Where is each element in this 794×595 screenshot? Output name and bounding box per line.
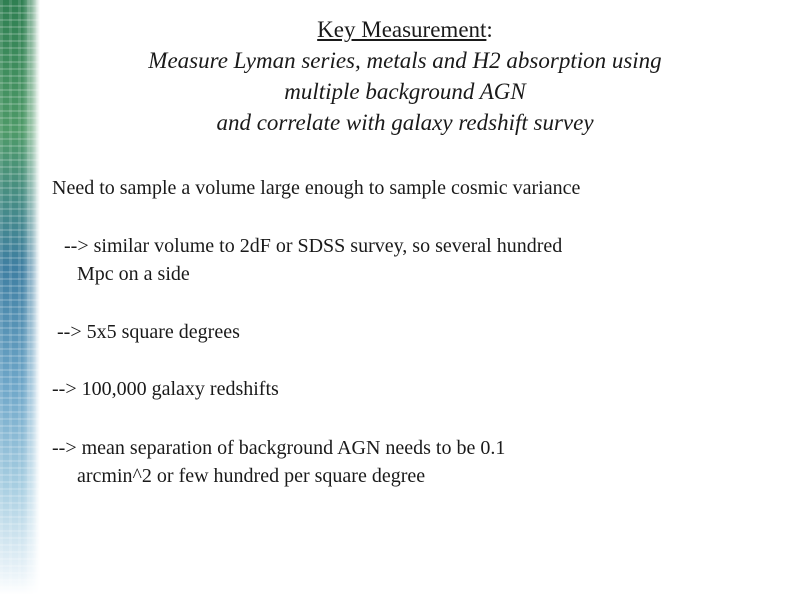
body-paragraph-volume: [52, 174, 580, 202]
title-line-2: multiple background AGN: [284, 79, 526, 104]
paragraph-line: arcmin^2 or few hundred per square degree: [77, 465, 426, 487]
body-paragraph-similar-volume: [64, 232, 724, 288]
title-line-3: and correlate with galaxy redshift survey: [216, 110, 594, 135]
body-paragraph-agn-separation: [52, 434, 692, 490]
paragraph-text: Need to sample a volume large enough to sample cosmic variance: [52, 177, 581, 199]
title-heading-colon: :: [486, 17, 493, 42]
decorative-side-bar: [0, 0, 40, 595]
title-heading-text: Key Measurement: [317, 17, 487, 42]
paragraph-text: --> 100,000 galaxy redshifts: [52, 378, 279, 400]
body-paragraph-redshifts: [52, 375, 279, 403]
slide-title: [60, 14, 750, 138]
paragraph-line: --> similar volume to 2dF or SDSS survey, so several hundred: [64, 235, 563, 257]
paragraph-line: --> mean separation of background AGN needs to be 0.1: [52, 437, 506, 459]
paragraph-text: --> 5x5 square degrees: [57, 321, 240, 343]
title-heading: [60, 14, 750, 45]
title-line-1: Measure Lyman series, metals and H2 absorption using: [148, 48, 662, 73]
paragraph-line: Mpc on a side: [77, 263, 190, 285]
body-paragraph-square-degrees: [57, 318, 240, 346]
